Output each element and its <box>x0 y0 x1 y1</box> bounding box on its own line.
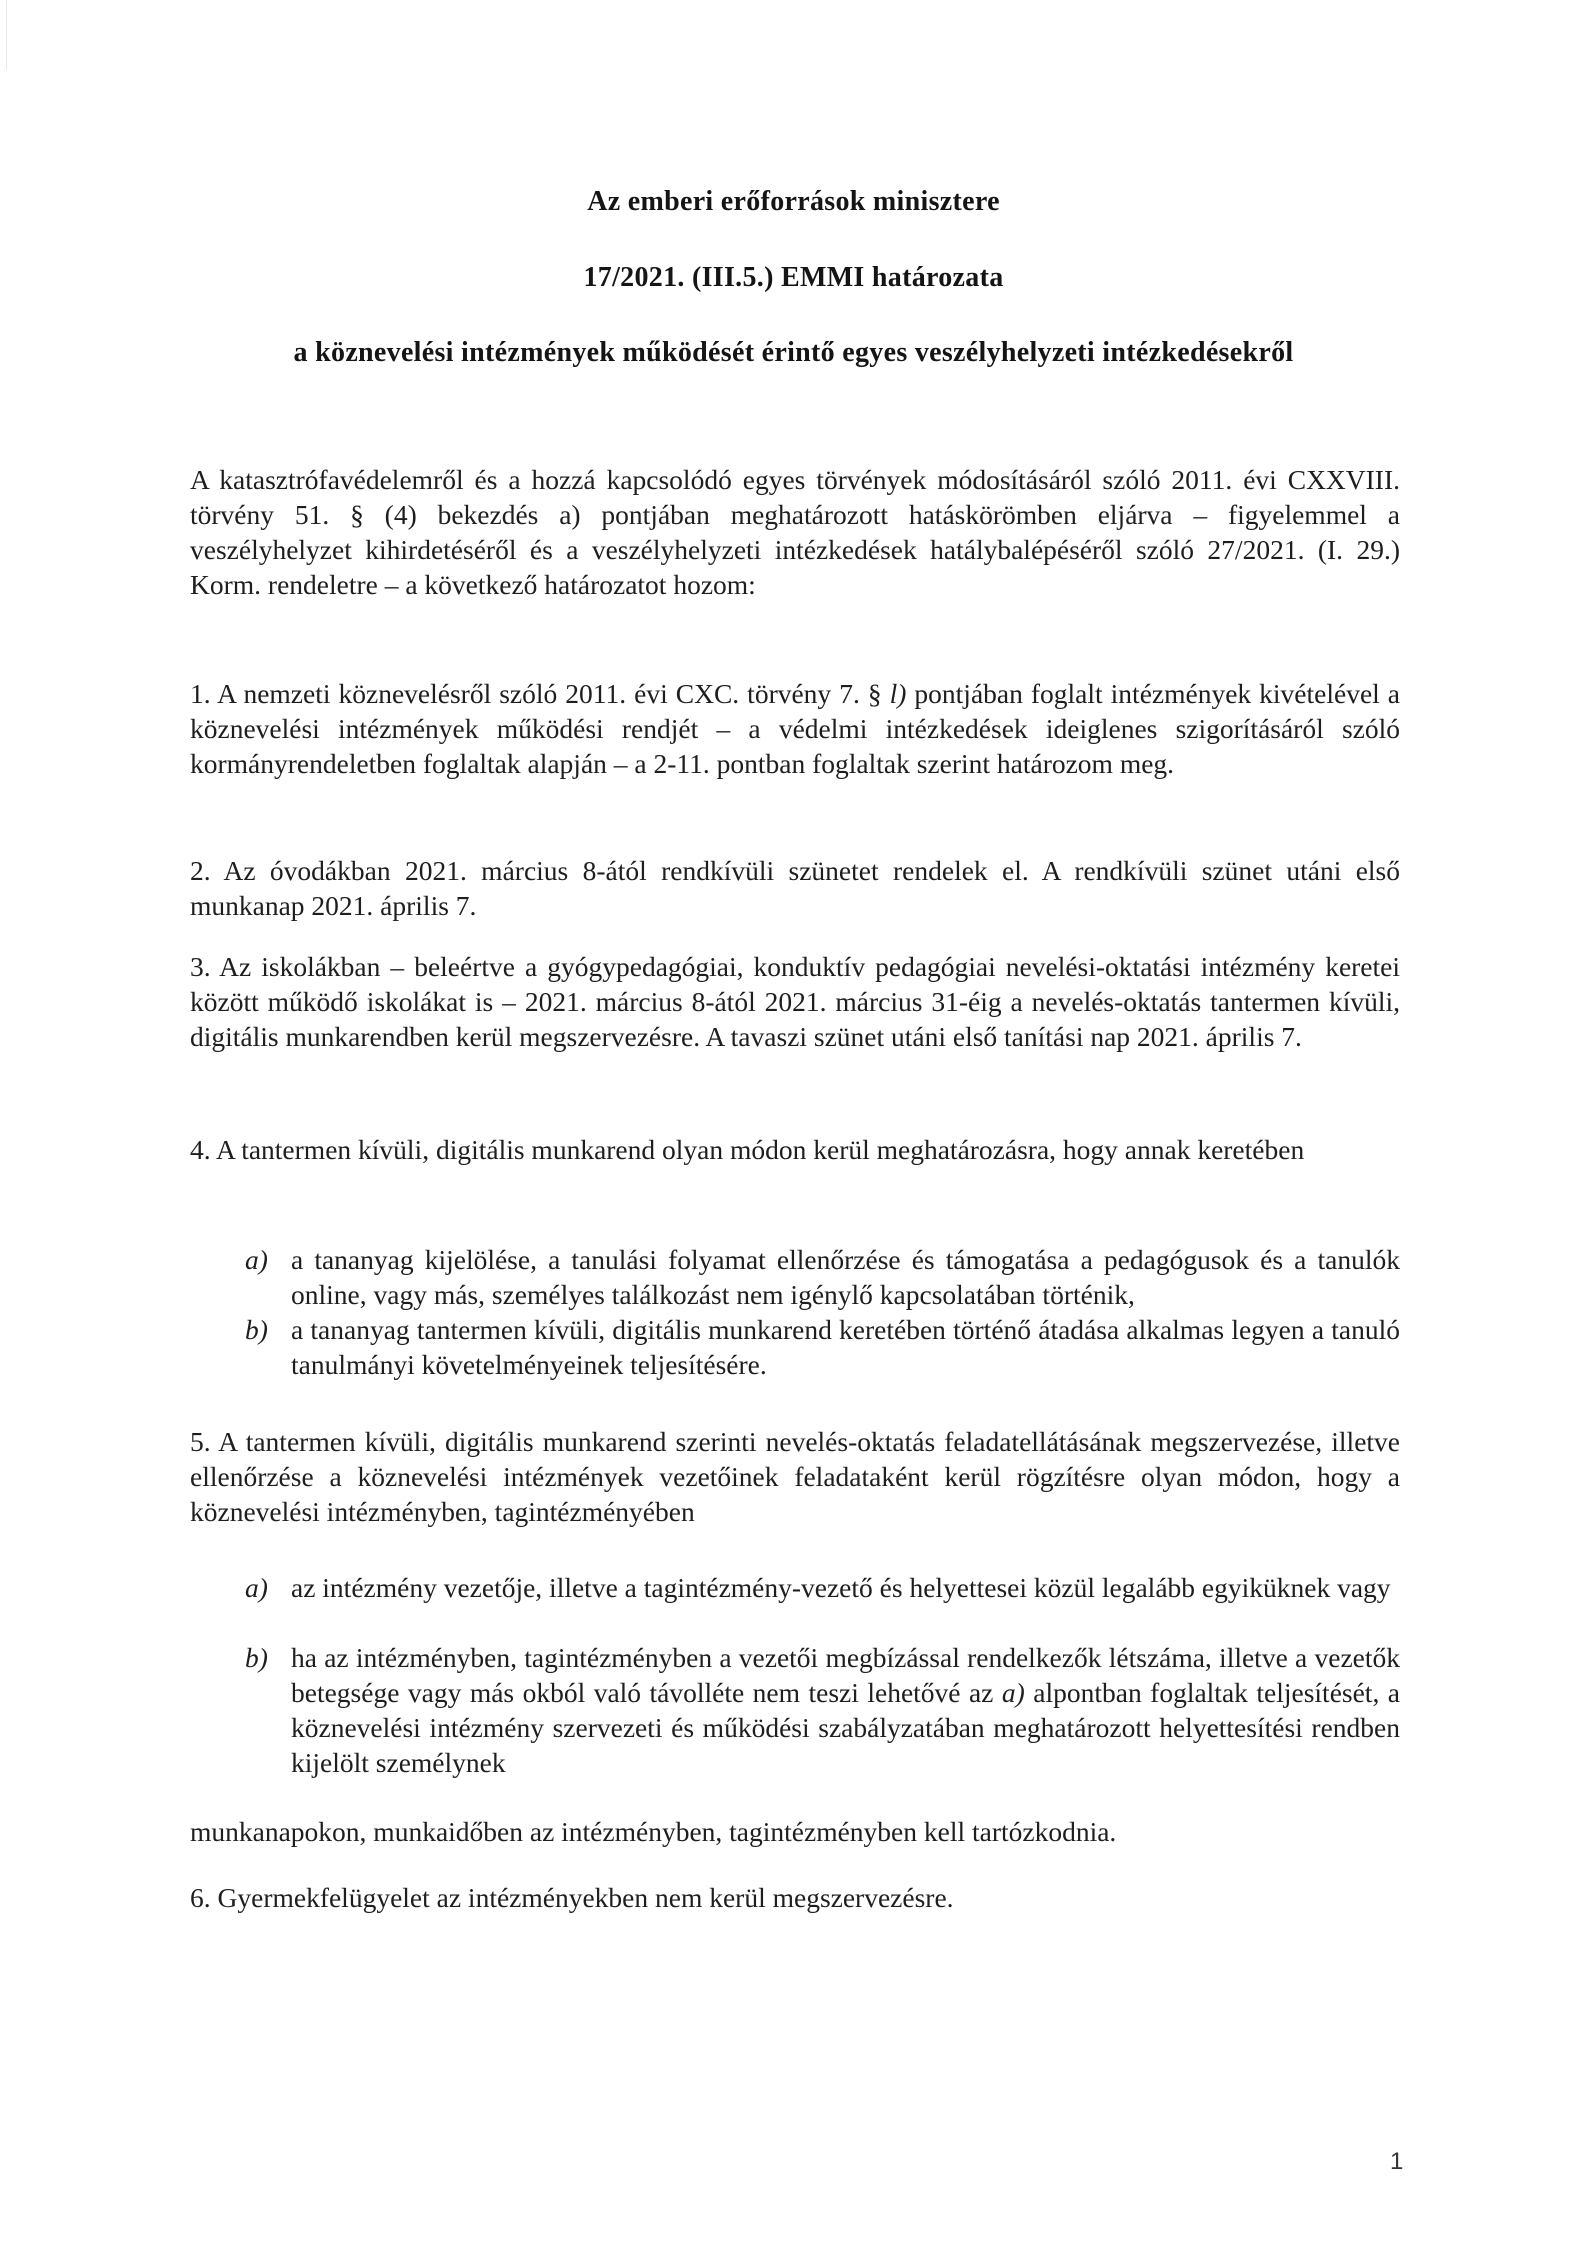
subpoint-label: b) <box>245 1642 268 1673</box>
point-3: 3. Az iskolákban – beleértve a gyógypedagógiai, konduktív pedagógiai nevelési-oktatási intézmény keretei között működő iskolákat is – 2021. március 8-ától 2021. március 31-éig a nevelés-oktatás tantermen kívüli, digitális munkarendben kerül megszervezésre. A tavaszi szünet utáni első tanítási nap 2021. április 7. <box>190 951 1400 1052</box>
subpoint-label: a) <box>245 1244 268 1275</box>
scan-edge-mark <box>6 0 7 70</box>
point-4-subpoint-a <box>245 1242 1400 1312</box>
point-4-intro: 4. A tantermen kívüli, digitális munkarend olyan módon kerül meghatározásra, hogy annak keretében <box>190 1134 1305 1165</box>
subpoint-ref: a) <box>1001 1677 1025 1708</box>
page-number: 1 <box>1390 2148 1404 2175</box>
point-5-subpoint-a <box>245 1570 1400 1605</box>
point-2: 2. Az óvodákban 2021. március 8-ától rendkívüli szünetet rendelek el. A rendkívüli szünet utáni első munkanap 2021. április 7. <box>190 855 1400 921</box>
point-5-closing: munkanapokon, munkaidőben az intézményben, tagintézményben kell tartózkodnia. <box>190 1816 1117 1847</box>
point-4-subpoint-b <box>245 1312 1400 1382</box>
subpoint-label: a) <box>245 1572 268 1603</box>
resolution-number: 17/2021. (III.5.) EMMI határozata <box>583 262 1004 293</box>
point-1-text-b: pontjában foglalt intézmények kivételével a köznevelési intézmények működési rendjét – a védelmi intézkedések ideiglenes szigorításáról szóló kormányrendeletben foglaltak alapján – a 2-11. pontban foglaltak szerint határozom meg. <box>190 678 1401 779</box>
subpoint-text-b: alpontban foglaltak teljesítését, a köznevelési intézmény szervezeti és működési szabályzatában meghatározott helyettesítési rendben kijelölt személynek <box>291 1677 1400 1778</box>
point-1-ref: l) <box>889 678 907 709</box>
subpoint-label: b) <box>245 1314 268 1345</box>
point-6: 6. Gyermekfelügyelet az intézményekben nem kerül megszervezésre. <box>190 1882 954 1913</box>
preamble: A katasztrófavédelemről és a hozzá kapcsolódó egyes törvények módosításáról szóló 2011. évi CXXVIII. törvény 51. § (4) bekezdés a) pontjában meghatározott hatáskörömben eljárva – figyelemmel a veszélyhelyzet kihirdetéséről és a veszélyhelyzeti intézkedések hatálybalépéséről szóló 27/2021. (I. 29.) Korm. rendeletre – a következő határozatot hozom: <box>190 464 1400 600</box>
subpoint-text <box>291 1640 1400 1780</box>
point-1 <box>190 676 1400 781</box>
point-5-subpoint-b <box>245 1640 1400 1780</box>
point-5-intro: 5. A tantermen kívüli, digitális munkarend szerinti nevelés-oktatás feladatellátásának megszervezése, illetve ellenőrzése a köznevelési intézmények vezetőinek feladataként kerül rögzítésre olyan módon, hogy a köznevelési intézményben, tagintézményében <box>190 1426 1400 1527</box>
resolution-subject: a köznevelési intézmények működését érintő egyes veszélyhelyzeti intézkedésekről <box>293 337 1294 368</box>
subpoint-text: a tananyag kijelölése, a tanulási folyamat ellenőrzése és támogatása a pedagógusok és a tanulók online, vagy más, személyes találkozást nem igénylő kapcsolatában történik, <box>291 1244 1400 1310</box>
subpoint-text: az intézmény vezetője, illetve a tagintézmény-vezető és helyettesei közül legalább egyiküknek vagy <box>291 1572 1391 1603</box>
subpoint-text: a tananyag tantermen kívüli, digitális munkarend keretében történő átadása alkalmas legyen a tanuló tanulmányi követelményeinek teljesítésére. <box>291 1314 1400 1380</box>
issuer-heading: Az emberi erőforrások minisztere <box>587 186 1000 217</box>
subpoint-text-a: ha az intézményben, tagintézményben a vezetői megbízással rendelkezők létszáma, illetve a vezetők betegsége vagy más okból való távolléte nem teszi lehetővé az <box>291 1642 1400 1708</box>
point-1-text-a: 1. A nemzeti köznevelésről szóló 2011. évi CXC. törvény 7. § <box>190 678 890 709</box>
